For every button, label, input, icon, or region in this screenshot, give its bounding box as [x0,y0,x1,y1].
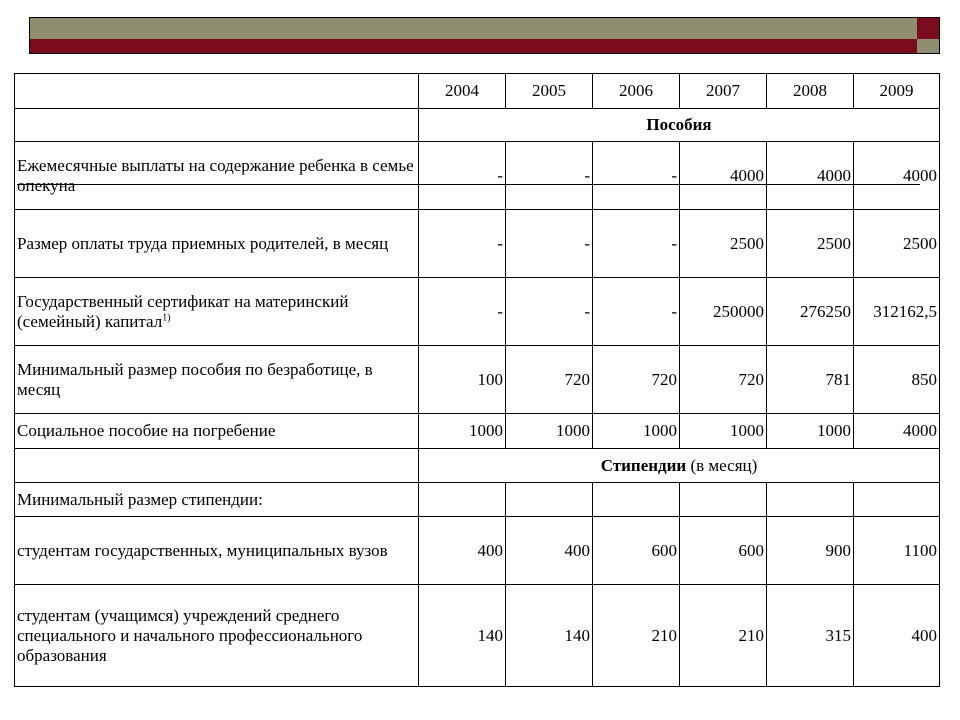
value-cell: 781 [767,346,854,414]
row-label: студентам государственных, муниципальных вузов [15,517,419,585]
value-cell [767,483,854,517]
value-cell: - [593,142,680,210]
section-row-scholarships [15,449,940,483]
row-label: Ежемесячные выплаты на содержание ребенка в семье опекуна [15,142,419,210]
value-cell: 315 [767,585,854,687]
year-header: 2007 [680,74,767,109]
value-cell: 720 [680,346,767,414]
value-cell [593,483,680,517]
table-row [15,278,940,346]
header-bar-red [29,39,919,54]
header-square-olive [917,39,940,54]
value-cell: 312162,5 [854,278,940,346]
row-label: Размер оплаты труда приемных родителей, в месяц [15,210,419,278]
table-row [15,517,940,585]
value-cell: 1000 [506,414,593,449]
year-header: 2005 [506,74,593,109]
value-cell: 600 [680,517,767,585]
benefits-table [14,73,940,687]
value-cell [854,483,940,517]
value-cell: 210 [593,585,680,687]
value-cell [506,483,593,517]
table-row [15,142,940,210]
value-cell: 4000 [767,142,854,210]
value-cell: 276250 [767,278,854,346]
row-label: Минимальный размер стипендии: [15,483,419,517]
value-cell: 720 [506,346,593,414]
value-cell: 4000 [680,142,767,210]
table-row [15,346,940,414]
value-cell: 2500 [767,210,854,278]
year-header: 2006 [593,74,680,109]
year-header: 2008 [767,74,854,109]
value-cell: 900 [767,517,854,585]
value-cell: - [506,142,593,210]
value-cell: 850 [854,346,940,414]
section-title-suffix: (в месяц) [686,455,758,475]
value-cell: 1000 [419,414,506,449]
table-row [15,585,940,687]
overlay-line [17,184,920,185]
value-cell: - [419,142,506,210]
section-title-benefits: Пособия [419,109,940,142]
year-header: 2009 [854,74,940,109]
value-cell: 2500 [680,210,767,278]
value-cell: 100 [419,346,506,414]
value-cell: - [506,278,593,346]
value-cell [680,483,767,517]
value-cell: 400 [506,517,593,585]
row-label: Минимальный размер пособия по безработице, в месяц [15,346,419,414]
value-cell: - [593,210,680,278]
section-title-scholarships [419,449,940,483]
value-cell: 1100 [854,517,940,585]
footnote-marker: 1) [162,311,171,323]
value-cell: 250000 [680,278,767,346]
row-label: Социальное пособие на погребение [15,414,419,449]
value-cell [419,483,506,517]
value-cell: 140 [506,585,593,687]
row-label [15,278,419,346]
value-cell: 400 [854,585,940,687]
section-row-benefits [15,109,940,142]
table-row [15,414,940,449]
value-cell: - [419,210,506,278]
header-square-red [917,17,940,41]
value-cell: - [506,210,593,278]
year-header-row [15,74,940,109]
row-label: студентам (учащимся) учреждений среднего специального и начального профессионального образования [15,585,419,687]
value-cell: 4000 [854,414,940,449]
value-cell: 600 [593,517,680,585]
section-title-bold: Стипендии [600,455,687,475]
row-label-text: Государственный сертификат на материнский (семейный) капитал [17,291,349,331]
value-cell: 720 [593,346,680,414]
value-cell: 2500 [854,210,940,278]
value-cell: 4000 [854,142,940,210]
value-cell: 400 [419,517,506,585]
value-cell: 1000 [593,414,680,449]
table-row [15,483,940,517]
value-cell: 1000 [680,414,767,449]
value-cell: - [419,278,506,346]
value-cell: 140 [419,585,506,687]
value-cell: - [593,278,680,346]
corner-cell [15,74,419,109]
value-cell: 210 [680,585,767,687]
year-header: 2004 [419,74,506,109]
value-cell: 1000 [767,414,854,449]
table-row [15,210,940,278]
header-bar-olive [29,17,919,41]
